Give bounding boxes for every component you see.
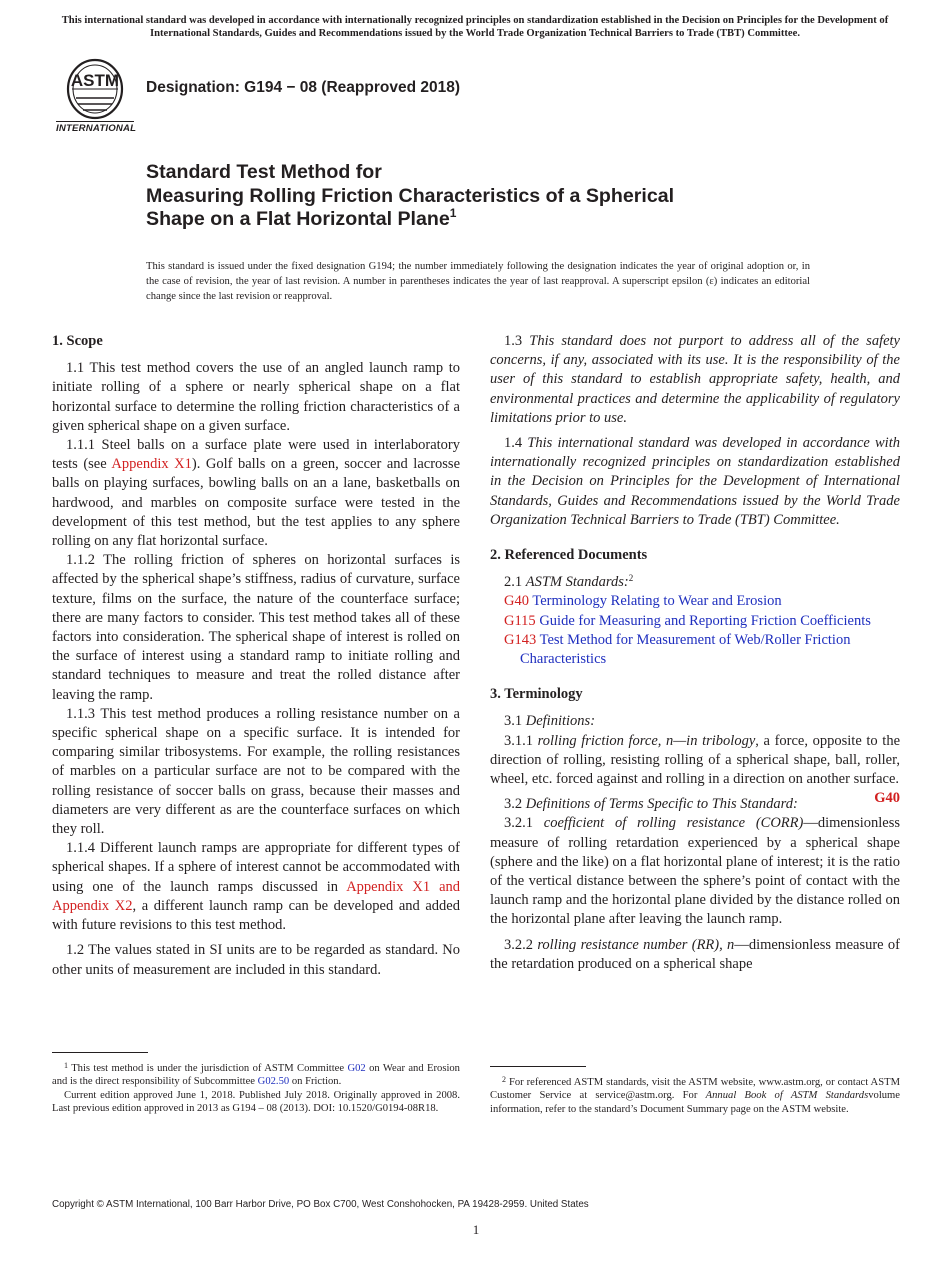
term-corr: coefficient of rolling resistance (CORR) (543, 815, 804, 832)
para-1-4 (490, 434, 900, 530)
document-title (146, 161, 866, 232)
issued-note: This standard is issued under the fixed designation G194; the number immediately following the designation indicates the year of original adoption or, in the case of revision, the year of last revision. A number in parentheses indicates the year of last reapproval. A superscript epsilon (ε) indicates an editorial change since the last revision or reapproval. (146, 261, 810, 302)
link-appendix-x1-x2[interactable]: Appendix X1 and Appendix X2 (52, 878, 461, 914)
para-3-2-1-text: —dimensionless measure of rolling retardation experienced by a spherical shape (sphere and the like) on a flat horizontal plane of interest; it is the ratio of the vertical distance between the sphere’s point of contact with the launch ramp and the horizontal plane divided by the distance rolled on the horizontal plane after leaving the launch ramp. (490, 815, 901, 928)
para-1-3-text: This standard does not purport to address all of the safety concerns, if any, associated with its use. It is the responsibility of the user of this standard to establish appropriate safety, health, and environmental practices and determine the applicability of regulatory limitations prior to use. (490, 333, 900, 426)
footnote-rule-left (52, 1052, 148, 1053)
title-line-2: Measuring Rolling Friction Characteristics of a Spherical (146, 184, 675, 207)
section-heading-scope: 1. Scope (52, 333, 103, 349)
para-2-1-number: 2.1 (504, 574, 526, 591)
para-3-2-number: 3.2 (504, 796, 526, 813)
para-1-1-3: 1.1.3 This test method produces a rolling resistance number on a specific spherical shape on a specific surface. It is intended for comparing similar tribosystems. For example, the rolling resistances of marbles on a particular surface are not to be compared with the rolling resistance of soccer balls on grass, because their masses and diameters are very different as are the counterface surfaces on which they roll. (52, 705, 460, 838)
footnote-2-text-b: volume information, refer to the standard’s Document Summary page on the ASTM website. (490, 1090, 900, 1115)
footnote-2-text-a: For referenced ASTM standards, visit the ASTM website, www.astm.org, or contact ASTM Customer Service at service@astm.org. For (490, 1077, 900, 1102)
footnote-rule-right (490, 1066, 586, 1067)
footnote-2 (490, 1076, 900, 1116)
footnote-1-text-a: This test method is under the jurisdiction of ASTM Committee (68, 1063, 348, 1074)
title-line-3-text: Shape on a Flat Horizontal Plane (146, 208, 450, 230)
para-3-1-number: 3.1 (504, 713, 526, 730)
astm-logo (56, 58, 137, 134)
para-1-4-text: This international standard was developed in accordance with internationally recognized principles on standardization established in the Decision on Principles for the Development of International Standards, Guides and Recommendations issued by the World Trade Organization Technical Barriers to Trade (TBT) Committee. (490, 435, 900, 528)
ref-item-g40[interactable] (490, 592, 900, 611)
para-3-2-2-number: 3.2.2 (504, 936, 538, 953)
footnote-1-para-2: Current edition approved June 1, 2018. Published July 2018. Originally approved in 2008. Last previous edition approved in 2013 as G194 – 08 (2013). DOI: 10.1520/G0194-08R18. (52, 1089, 460, 1115)
footnote-1-text-b: on Wear and Erosion and is the direct responsibility of Subcommittee (52, 1063, 460, 1088)
para-3-2-2-text: —dimensionless measure of the retardation produced on a spherical shape (490, 936, 900, 972)
title-footnote-mark: 1 (449, 206, 457, 220)
para-3-2-1 (490, 814, 900, 929)
footnote-1-mark: 1 (64, 1061, 68, 1070)
footnote-1-text-c: on Friction. (289, 1076, 342, 1088)
title-line-1: Standard Test Method for (146, 161, 382, 183)
link-appendix-x1[interactable]: Appendix X1 (111, 456, 192, 473)
para-3-2-text: Definitions of Terms Specific to This Standard: (525, 796, 798, 813)
ref-title[interactable]: Terminology Relating to Wear and Erosion (532, 593, 782, 610)
para-3-1-1-number: 3.1.1 (504, 732, 538, 749)
para-2-1 (490, 573, 900, 592)
para-1-2: 1.2 The values stated in SI units are to be regarded as standard. No other units of measurement are included in this standard. (52, 942, 460, 978)
ref-item-g115[interactable] (490, 612, 900, 631)
left-column (52, 332, 460, 980)
para-1-1-4 (52, 839, 460, 935)
para-1-4-number: 1.4 (504, 435, 528, 452)
link-subcommittee-g0250[interactable]: G02.50 (257, 1076, 290, 1088)
para-3-1-1-text: , a force, opposite to the direction of rolling, resisting rolling of a spherical shape, ball, roller, wheel, etc. forced against and rolling in a direction on another surface. (490, 732, 901, 788)
para-1-1-1 (52, 436, 460, 551)
para-1-1-2: 1.1.2 The rolling friction of spheres on horizontal surfaces is affected by the spherical shape’s stiffness, radius of curvature, surface texture, films on the surface, the nature of the counterface surface; there are many factors to consider. This test method takes all of these factors into consideration. The spherical shape of interest is rolled on the surface of interest using a standard ramp to initiate rolling and standard techniques to measure and treat the rolled distance after leaving the ramp. (52, 552, 460, 703)
link-committee-g02[interactable]: G02 (347, 1063, 366, 1074)
logo-letters: ASTM (70, 71, 120, 90)
footnote-2-mark: 2 (502, 1075, 506, 1084)
title-line-3 (146, 208, 866, 232)
top-notice: This international standard was developed in accordance with internationally recognized principles on standardization established in the Decision on Principles for the Development of International Standards, Guides and Recommendations issued by the World Trade Organization Technical Barriers to Trade (TBT) Committee. (61, 15, 889, 39)
term-rolling-friction-force: rolling friction force, n—in tribology (537, 732, 756, 749)
term-rr: rolling resistance number (RR), n (537, 936, 735, 953)
para-2-1-footnote-mark: 2 (628, 573, 634, 584)
para-3-2 (490, 795, 900, 814)
para-3-2-2 (490, 936, 900, 974)
para-3-1-text: Definitions: (525, 713, 596, 730)
para-1-1-1-text-b: ). Golf balls on a green, soccer and lacrosse balls on playing surfaces, bowling balls on an a lane, basketballs on hardwood, and marbles on composite surface were tested in the development of this test method, but the test applies to any sphere rolling on any flat horizontal surface. (52, 456, 460, 550)
para-1-1-4-text-a: 1.1.4 Different launch ramps are appropriate for different types of spherical shapes. If a sphere of interest cannot be accommodated with using one of the launch ramps discussed in (52, 840, 460, 895)
para-1-1-1-text-a: 1.1.1 Steel balls on a surface plate were used in interlaboratory tests (see (52, 437, 460, 473)
astm-logo-icon (56, 58, 134, 120)
footnote-2-annual-book: Annual Book of ASTM Standards (705, 1090, 869, 1102)
para-1-3-number: 1.3 (504, 333, 530, 349)
section-heading-referenced: 2. Referenced Documents (490, 547, 648, 564)
right-column (490, 332, 900, 974)
para-3-1 (490, 712, 900, 731)
para-3-2-1-number: 3.2.1 (504, 815, 544, 832)
logo-wordmark: INTERNATIONAL (56, 123, 137, 134)
ref-item-g143[interactable] (490, 631, 900, 669)
para-1-1-4-text-b: , a different launch ramp can be developed and added with future revisions to this test method. (52, 897, 460, 934)
para-2-1-text: ASTM Standards: (525, 574, 629, 591)
footnote-1 (52, 1062, 460, 1116)
footnote-2-para (490, 1076, 900, 1116)
copyright: Copyright © ASTM International, 100 Barr Harbor Drive, PO Box C700, West Conshohocken, PA 19428-2959. United States (52, 1199, 589, 1210)
ref-title[interactable]: Guide for Measuring and Reporting Friction Coefficients (539, 612, 871, 629)
section-heading-terminology: 3. Terminology (490, 686, 583, 703)
para-1-3 (490, 332, 900, 428)
para-1-1: 1.1 This test method covers the use of an angled launch ramp to initiate rolling of a sphere or nearly spherical shape on a flat horizontal surface to determine the rolling friction characteristics of a given spherical shape on a given surface. (52, 360, 460, 434)
ref-g40-inline[interactable]: G40 (874, 790, 900, 807)
page-number: 1 (472, 1222, 480, 1237)
ref-title[interactable]: Test Method for Measurement of Web/Roller Friction Characteristics (520, 631, 851, 668)
ref-code[interactable]: G115 (504, 612, 536, 629)
footnote-1-para-1 (52, 1062, 460, 1089)
ref-code[interactable]: G40 (504, 593, 529, 610)
designation: Designation: G194 − 08 (Reapproved 2018) (146, 79, 460, 96)
ref-code[interactable]: G143 (504, 631, 537, 648)
